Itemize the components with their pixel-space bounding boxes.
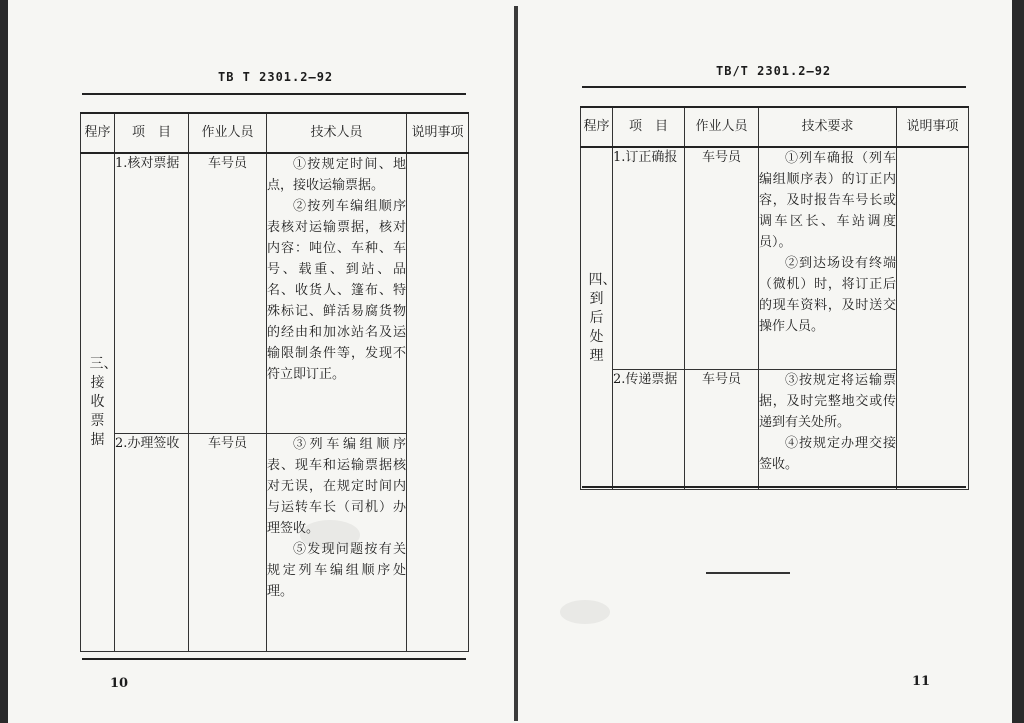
right-header-worker: 作业人员 (685, 107, 759, 147)
right-row1-tech-p1: ①列车确报（列车编组顺序表）的订正内容，及时报告车号长或调车区长、车站调度员）。 (759, 151, 896, 250)
book-gutter (514, 6, 518, 721)
right-standard-code: TB/T 2301.2—92 (716, 64, 832, 78)
right-row1-tech-p2: ②到达场设有终端（微机）时，将订正后的现车资料，及时送交操作人员。 (759, 256, 896, 334)
left-note-cell (407, 153, 469, 651)
left-row2-tech-p1: ③列车编组顺序表、现车和运输票据核对无误，在规定时间内与运转车长（司机）办理签收。 (267, 436, 406, 536)
right-header-stage: 程序 (581, 107, 613, 147)
right-stage-cell (581, 147, 617, 489)
left-stage-cell (81, 153, 118, 651)
left-top-rule (82, 93, 466, 95)
left-procedure-table (80, 112, 469, 652)
left-header-worker: 作业人员 (189, 113, 267, 153)
left-page (10, 0, 512, 723)
right-row2-tech-p1: ③按规定将运输票据，及时完整地交或传递到有关处所。 (759, 372, 896, 430)
left-standard-code: TB T 2301.2—92 (218, 70, 334, 84)
scan-smudge (300, 520, 360, 550)
left-row1-tech (267, 153, 407, 433)
left-row1-item: 1.核对票据 (115, 153, 189, 433)
left-header-note: 说明事项 (407, 113, 469, 153)
left-row2-worker: 车号员 (189, 433, 267, 651)
left-row2-item: 2.办理签收 (115, 433, 189, 651)
left-header-tech: 技术人员 (267, 113, 407, 153)
left-row1-tech-p2: ②按列车编组顺序表核对运输票据，核对内容：吨位、车种、车号、载重、到站、品名、收货人、篷布、特殊标记、鲜活易腐货物的经由和加冰站名及运输限制条件等，发现不符立即订正。 (267, 199, 406, 382)
right-note-cell (897, 147, 969, 489)
right-row2-tech (759, 369, 897, 489)
right-row2-worker: 车号员 (685, 369, 759, 489)
left-table-header-row (81, 113, 469, 153)
right-bottom-rule (582, 486, 966, 488)
right-row2-item: 2.传递票据 (613, 369, 685, 489)
right-header-tech: 技术要求 (759, 107, 897, 147)
right-row2-tech-p2: ④按规定办理交接签收。 (759, 435, 896, 472)
left-header-stage: 程序 (81, 113, 115, 153)
scan-edge-right (1012, 0, 1024, 723)
left-table-row (81, 153, 469, 433)
left-header-item: 项 目 (115, 113, 189, 153)
right-top-rule (582, 86, 966, 88)
right-row1-tech (759, 147, 897, 369)
left-row1-worker: 车号员 (189, 153, 267, 433)
left-row1-tech-p1: ①按规定时间、地点，接收运输票据。 (267, 157, 406, 193)
right-header-item: 项 目 (613, 107, 685, 147)
left-bottom-rule (82, 658, 466, 660)
right-row1-worker: 车号员 (685, 147, 759, 369)
right-page-number: 11 (912, 674, 931, 689)
left-stage-label: 三、接收票据 (89, 355, 118, 448)
scan-smudge (560, 600, 610, 624)
scan-edge-left (0, 0, 8, 723)
right-row1-item: 1.订正确报 (613, 147, 685, 369)
left-page-number: 10 (110, 676, 129, 691)
right-header-note: 说明事项 (897, 107, 969, 147)
left-row2-tech-p2: ⑤发现问题按有关规定列车编组顺序处理。 (267, 541, 406, 599)
right-table-row (581, 147, 969, 369)
right-table-header-row (581, 107, 969, 147)
end-of-section-rule (706, 572, 790, 574)
right-procedure-table (580, 106, 969, 490)
right-stage-label: 四、到后处理 (588, 271, 617, 364)
